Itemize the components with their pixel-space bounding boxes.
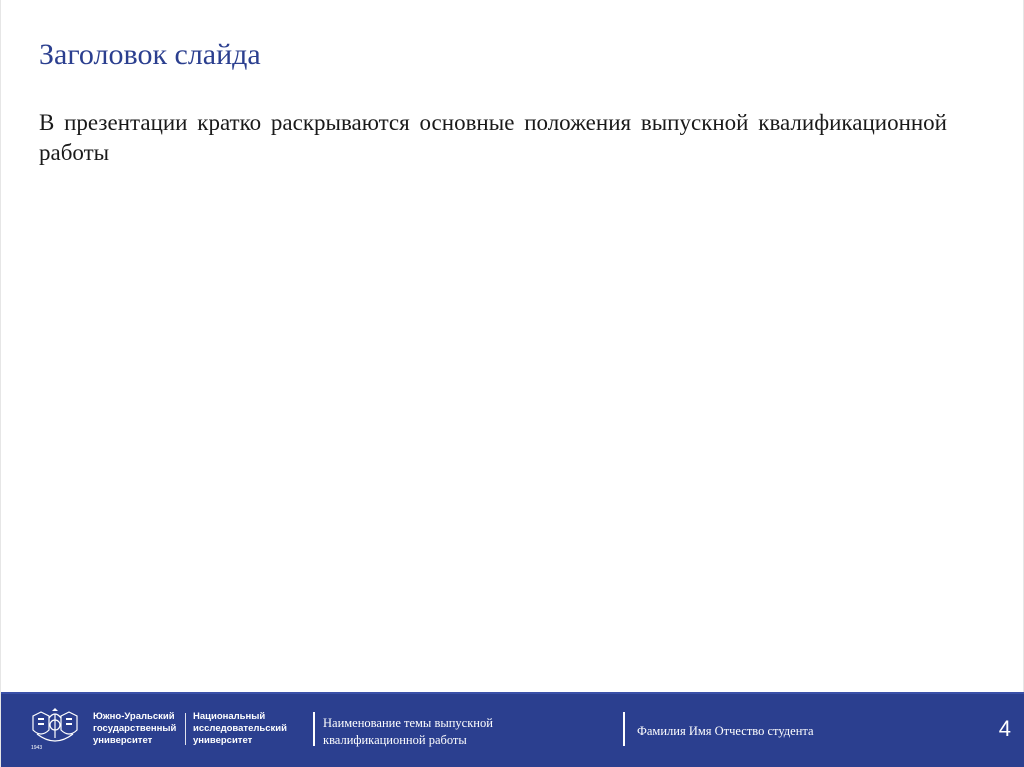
footer-student-name: Фамилия Имя Отчество студента <box>637 724 814 738</box>
logo-divider <box>185 713 186 745</box>
slide-title: Заголовок слайда <box>39 38 261 71</box>
footer-divider <box>313 712 315 746</box>
crest-year: 1943 <box>31 745 43 750</box>
slide-body-text: В презентации кратко раскрываются основные положения выпускной квалификационной работы <box>39 110 947 165</box>
footer-thesis-topic: Наименование темы выпускной квалификационной работы <box>323 716 493 747</box>
footer-top-edge <box>1 692 1024 694</box>
university-logo <box>27 708 297 750</box>
university-name: Южно-Уральский государственный университет <box>93 711 177 746</box>
footer-divider <box>623 712 625 746</box>
university-status: Национальный исследовательский университет <box>193 711 287 746</box>
page-number: 4 <box>998 716 1011 741</box>
slide-footer <box>1 692 1024 767</box>
susu-crest-icon <box>27 708 83 750</box>
